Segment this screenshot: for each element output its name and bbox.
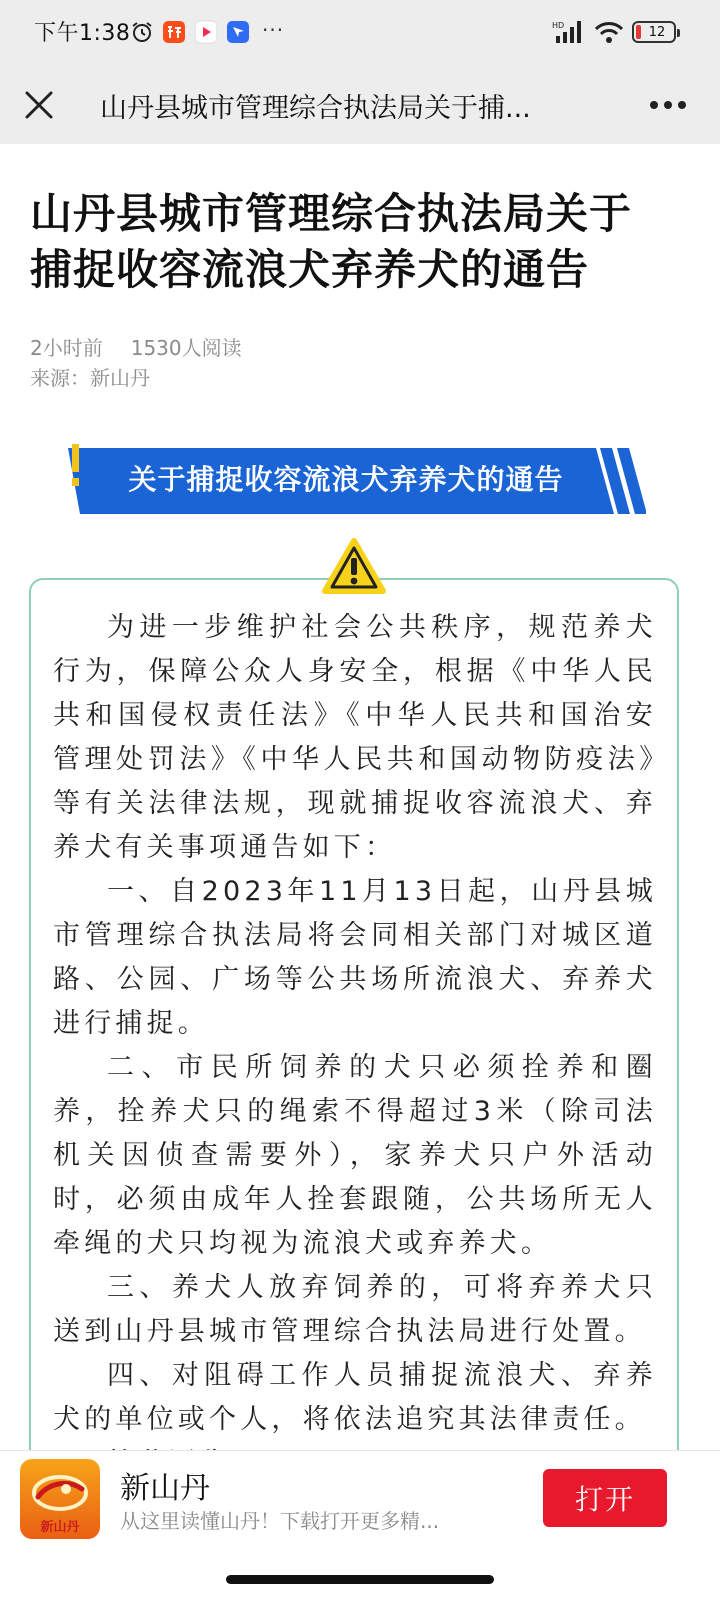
banner-title: 关于捕捉收容流浪犬弃养犬的通告 — [128, 463, 564, 496]
article-title: 山丹县城市管理综合执法局关于捕捉收容流浪犬弃养犬的通告 — [30, 189, 633, 294]
video-app-icon — [194, 20, 218, 44]
status-bar — [0, 0, 720, 66]
more-notifications-icon: ··· — [262, 18, 285, 42]
navigation-app-icon — [226, 20, 250, 44]
notice-paragraph: 四、对阻碍工作人员捕捉流浪犬、弃养犬的单位或个人，将依法追究其法律责任。 — [53, 1360, 657, 1435]
close-icon[interactable] — [16, 82, 62, 128]
notice-paragraph: 一、自2023年11月13日起，山丹县城市管理综合执法局将会同相关部门对城区道路、公园、广场等公共场所流浪犬、弃养犬进行捕捉。 — [53, 876, 657, 1039]
battery-icon — [632, 21, 676, 43]
alarm-icon — [130, 20, 154, 44]
status-time: 下午1:38 — [34, 21, 131, 46]
warning-icon — [322, 538, 386, 596]
app-promo-bar[interactable] — [0, 1450, 720, 1546]
gesture-area — [0, 1546, 720, 1600]
publish-time: 2小时前 — [30, 336, 103, 360]
read-count: 1530人阅读 — [130, 336, 242, 360]
taobao-icon — [162, 20, 186, 44]
home-indicator[interactable] — [226, 1575, 494, 1584]
app-description: 从这里读懂山丹！下载打开更多精... — [120, 1509, 440, 1533]
nav-bar — [0, 66, 720, 144]
app-logo-text: 新山丹 — [40, 1520, 80, 1535]
more-options-icon[interactable] — [644, 88, 692, 122]
notice-banner — [66, 444, 646, 520]
notice-paragraph: 为进一步维护社会公共秩序，规范养犬行为，保障公众人身安全，根据《中华人民共和国侵权责任法》《中华人民共和国治安管理处罚法》《中华人民共和国动物防疫法》等有关法律法规，现就捕捉收容流浪犬、弃养犬有关事项通告如下： — [53, 612, 657, 863]
notice-paragraph: 二、市民所饲养的犬只必须拴养和圈养，拴养犬只的绳索不得超过3米（除司法机关因侦查需要外），家养犬只户外活动时，必须由成年人拴套跟随，公共场所无人牵绳的犬只均视为流浪犬或弃养犬。 — [53, 1052, 657, 1259]
app-logo — [20, 1459, 100, 1539]
nav-title: 山丹县城市管理综合执法局关于捕... — [100, 93, 531, 124]
notice-paragraph: 三、养犬人放弃饲养的，可将弃养犬只送到山丹县城市管理综合执法局进行处置。 — [53, 1272, 657, 1347]
battery-level: 12 — [648, 24, 666, 40]
notice-box — [29, 578, 679, 1478]
article-source: 来源：新山丹 — [30, 366, 150, 390]
svg-text:HD: HD — [552, 21, 565, 30]
open-app-button[interactable]: 打开 — [543, 1469, 667, 1527]
wifi-icon — [594, 20, 624, 44]
app-name: 新山丹 — [120, 1471, 210, 1506]
article-meta — [30, 333, 242, 393]
notice-body — [53, 606, 657, 1478]
cellular-signal-icon — [552, 19, 586, 45]
app-logo-emblem — [20, 1463, 100, 1523]
status-indicators — [552, 18, 676, 46]
